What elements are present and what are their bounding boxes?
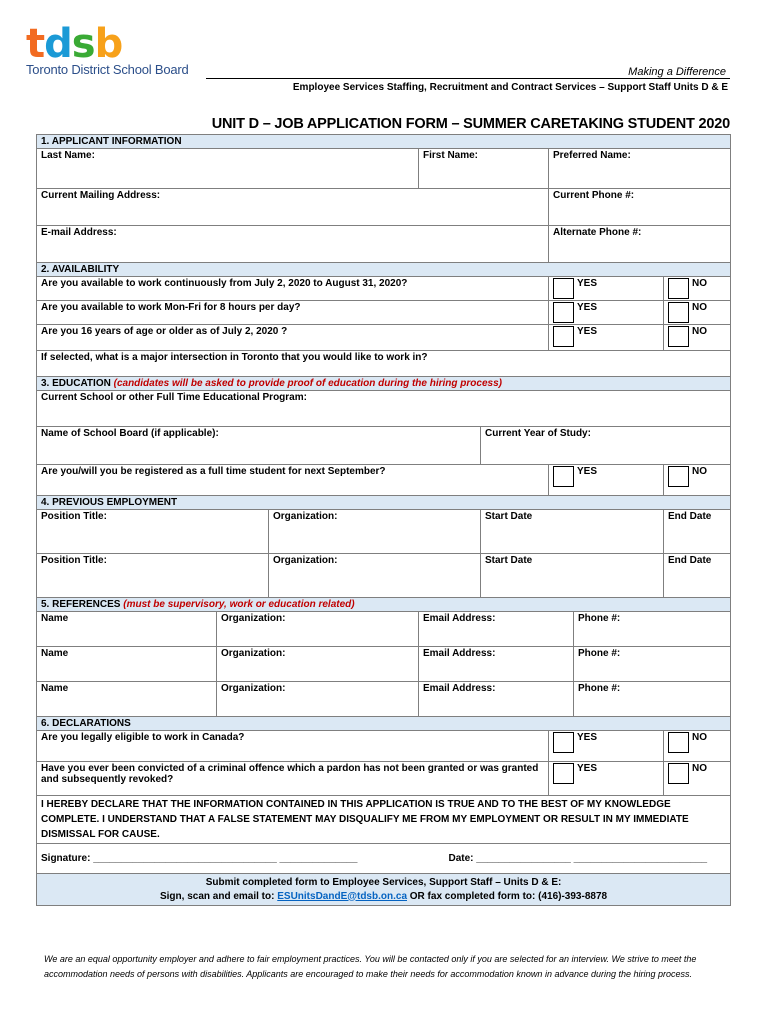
reference-email-field[interactable]: Email Address: bbox=[419, 647, 574, 682]
reference-name-field[interactable]: Name bbox=[37, 682, 217, 717]
intersection-field[interactable]: If selected, what is a major intersection in Toronto that you would like to work in? bbox=[37, 351, 731, 377]
education-q-no[interactable]: NO bbox=[664, 465, 731, 496]
email-field[interactable]: E-mail Address: bbox=[37, 226, 549, 263]
conviction-q-yes[interactable]: YES bbox=[549, 762, 664, 796]
reference-phone-field[interactable]: Phone #: bbox=[574, 647, 731, 682]
current-phone-field[interactable]: Current Phone #: bbox=[549, 189, 731, 226]
eligibility-q: Are you legally eligible to work in Canada? bbox=[37, 731, 549, 762]
reference-name-field[interactable]: Name bbox=[37, 612, 217, 647]
checkbox-icon bbox=[553, 326, 574, 347]
school-board-field[interactable]: Name of School Board (if applicable): bbox=[37, 427, 481, 465]
checkbox-icon bbox=[668, 302, 689, 323]
eligibility-q-no[interactable]: NO bbox=[664, 731, 731, 762]
mailing-address-field[interactable]: Current Mailing Address: bbox=[37, 189, 549, 226]
checkbox-icon bbox=[668, 732, 689, 753]
start-date-field[interactable]: Start Date bbox=[481, 510, 664, 554]
declaration-text: I HEREBY DECLARE THAT THE INFORMATION CONTAINED IN THIS APPLICATION IS TRUE AND TO THE BEST OF MY KNOWLEDGE COMPLETE. I UNDERSTAND THAT A FALSE STATEMENT MAY DISQUALIFY ME FROM MY EMPLOYMENT OR RESULT IN MY IMMEDIATE DISMISSAL FOR CAUSE. bbox=[37, 796, 731, 844]
department-line: Employee Services Staffing, Recruitment and Contract Services – Support Staff Units D & E bbox=[292, 82, 728, 93]
reference-organization-field[interactable]: Organization: bbox=[217, 647, 419, 682]
availability-q2: Are you available to work Mon-Fri for 8 hours per day? bbox=[37, 301, 549, 325]
checkbox-icon bbox=[553, 302, 574, 323]
preferred-name-field[interactable]: Preferred Name: bbox=[549, 149, 731, 189]
tdsb-logo bbox=[26, 21, 189, 77]
signature-field[interactable]: Signature: _________________________________ ______________ bbox=[37, 844, 419, 874]
checkbox-icon bbox=[553, 732, 574, 753]
education-q-yes[interactable]: YES bbox=[549, 465, 664, 496]
checkbox-icon bbox=[553, 278, 574, 299]
section-3-heading: 3. EDUCATION (candidates will be asked to provide proof of education during the hiring process) bbox=[37, 377, 731, 391]
conviction-q-no[interactable]: NO bbox=[664, 762, 731, 796]
checkbox-icon bbox=[668, 466, 689, 487]
checkbox-icon bbox=[668, 763, 689, 784]
reference-phone-field[interactable]: Phone #: bbox=[574, 612, 731, 647]
organization-field[interactable]: Organization: bbox=[269, 554, 481, 598]
checkbox-icon bbox=[668, 326, 689, 347]
position-title-field[interactable]: Position Title: bbox=[37, 554, 269, 598]
availability-q2-yes[interactable]: YES bbox=[549, 301, 664, 325]
section-2-heading: 2. AVAILABILITY bbox=[37, 263, 731, 277]
section-1-heading: 1. APPLICANT INFORMATION bbox=[37, 135, 731, 149]
first-name-field[interactable]: First Name: bbox=[419, 149, 549, 189]
reference-phone-field[interactable]: Phone #: bbox=[574, 682, 731, 717]
reference-email-field[interactable]: Email Address: bbox=[419, 612, 574, 647]
availability-q2-no[interactable]: NO bbox=[664, 301, 731, 325]
reference-email-field[interactable]: Email Address: bbox=[419, 682, 574, 717]
checkbox-icon bbox=[668, 278, 689, 299]
section-6-heading: 6. DECLARATIONS bbox=[37, 717, 731, 731]
submission-instructions: Submit completed form to Employee Services, Support Staff – Units D & E: Sign, scan and email to: ESUnitsDandE@tdsb.on.ca OR fax completed form to: (416)-393-8878 bbox=[37, 874, 731, 906]
section-4-heading: 4. PREVIOUS EMPLOYMENT bbox=[37, 496, 731, 510]
eligibility-q-yes[interactable]: YES bbox=[549, 731, 664, 762]
availability-q1-no[interactable]: NO bbox=[664, 277, 731, 301]
header-rule bbox=[206, 78, 730, 79]
disclaimer-text: We are an equal opportunity employer and adhere to fair employment practices. You will be contacted only if you are selected for an interview. We strive to meet the accommodation needs of persons with disabilities. Applicants are encouraged to make their needs for accommodation known in advance during the hiring process. bbox=[44, 954, 697, 979]
checkbox-icon bbox=[553, 763, 574, 784]
alternate-phone-field[interactable]: Alternate Phone #: bbox=[549, 226, 731, 263]
reference-organization-field[interactable]: Organization: bbox=[217, 612, 419, 647]
end-date-field[interactable]: End Date bbox=[664, 554, 731, 598]
date-field[interactable]: Date: _________________ ________________________ bbox=[419, 844, 731, 874]
tagline: Making a Difference bbox=[628, 66, 726, 78]
availability-q3-no[interactable]: NO bbox=[664, 325, 731, 351]
conviction-q: Have you ever been convicted of a criminal offence which a pardon has not been granted or was granted and subsequently revoked? bbox=[37, 762, 549, 796]
reference-name-field[interactable]: Name bbox=[37, 647, 217, 682]
education-q: Are you/will you be registered as a full time student for next September? bbox=[37, 465, 549, 496]
logo-wordmark: tdsb bbox=[26, 21, 123, 67]
org-name: Toronto District School Board bbox=[26, 62, 189, 77]
email-link[interactable]: ESUnitsDandE@tdsb.on.ca bbox=[277, 890, 407, 902]
organization-field[interactable]: Organization: bbox=[269, 510, 481, 554]
availability-q3-yes[interactable]: YES bbox=[549, 325, 664, 351]
availability-q1: Are you available to work continuously from July 2, 2020 to August 31, 2020? bbox=[37, 277, 549, 301]
reference-organization-field[interactable]: Organization: bbox=[217, 682, 419, 717]
availability-q3: Are you 16 years of age or older as of July 2, 2020 ? bbox=[37, 325, 549, 351]
position-title-field[interactable]: Position Title: bbox=[37, 510, 269, 554]
availability-q1-yes[interactable]: YES bbox=[549, 277, 664, 301]
year-of-study-field[interactable]: Current Year of Study: bbox=[481, 427, 731, 465]
page-title: UNIT D – JOB APPLICATION FORM – SUMMER CARETAKING STUDENT 2020 bbox=[211, 116, 730, 132]
start-date-field[interactable]: Start Date bbox=[481, 554, 664, 598]
end-date-field[interactable]: End Date bbox=[664, 510, 731, 554]
last-name-field[interactable]: Last Name: bbox=[37, 149, 419, 189]
application-form bbox=[36, 134, 731, 906]
checkbox-icon bbox=[553, 466, 574, 487]
current-school-field[interactable]: Current School or other Full Time Educational Program: bbox=[37, 391, 731, 427]
section-5-heading: 5. REFERENCES (must be supervisory, work or education related) bbox=[37, 598, 731, 612]
